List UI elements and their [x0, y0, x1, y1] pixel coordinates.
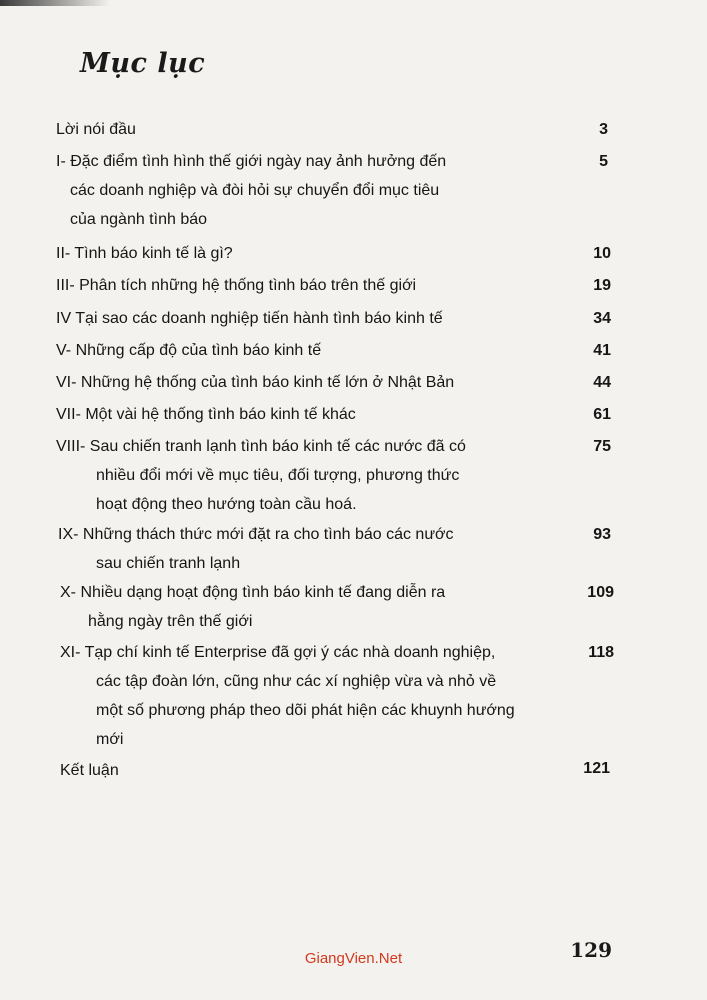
toc-entry-title: VIII- Sau chiến tranh lạnh tình báo kinh tế các nước đã có [56, 438, 466, 455]
toc-page-number: 19 [593, 277, 611, 294]
toc-entry-11[interactable] [60, 638, 515, 754]
toc-page-number: 93 [593, 526, 611, 543]
toc-entry-title: VII- Một vài hệ thống tình báo kinh tế khác [56, 406, 356, 423]
toc-entry-title-continued: các tập đoàn lớn, cũng như các xí nghiệp vừa và nhỏ về [96, 673, 497, 690]
toc-entry-title-continued: một số phương pháp theo dõi phát hiện các khuynh hướng [96, 702, 515, 719]
toc-entry-preface[interactable] [56, 115, 136, 144]
toc-entry-8[interactable] [56, 432, 466, 519]
toc-entry-1[interactable] [56, 147, 446, 234]
toc-page-number: 109 [587, 584, 614, 601]
toc-entry-title: Kết luận [60, 762, 119, 779]
toc-entry-title: IX- Những thách thức mới đặt ra cho tình báo các nước [58, 526, 454, 543]
toc-entry-title-continued: sau chiến tranh lạnh [96, 555, 241, 572]
toc-page-number: 61 [593, 406, 611, 423]
watermark-site-name: GiangVien.Net [304, 950, 403, 967]
toc-page-number: 121 [583, 760, 610, 777]
toc-entry-10[interactable] [60, 578, 445, 636]
toc-entry-title: III- Phân tích những hệ thống tình báo trên thế giới [56, 277, 417, 294]
toc-entry-6[interactable] [56, 368, 454, 397]
toc-entry-5[interactable] [56, 336, 321, 365]
toc-entry-4[interactable] [56, 304, 443, 333]
toc-entry-title-continued: hoạt động theo hướng toàn cầu hoá. [96, 496, 357, 513]
toc-page-number: 118 [588, 644, 614, 661]
toc-entry-7[interactable] [56, 400, 356, 429]
toc-entry-title: V- Những cấp độ của tình báo kinh tế [56, 342, 322, 359]
toc-page-number: 34 [593, 310, 611, 327]
page-number: 129 [570, 938, 612, 962]
toc-page-number: 41 [593, 342, 611, 359]
toc-page-number: 5 [599, 153, 608, 170]
toc-page-number: 3 [599, 121, 608, 138]
toc-entry-conclusion[interactable] [60, 756, 119, 785]
toc-entry-title-continued: các doanh nghiệp và đòi hỏi sự chuyển đổi mục tiêu [70, 182, 440, 199]
toc-entry-title: II- Tình báo kinh tế là gì? [56, 245, 233, 262]
toc-entry-2[interactable] [56, 239, 233, 268]
page-title: Mục lục [80, 48, 206, 79]
toc-entry-title: XI- Tạp chí kinh tế Enterprise đã gợi ý các nhà doanh nghiệp, [60, 644, 496, 661]
toc-entry-title: Lời nói đầu [56, 121, 136, 138]
toc-entry-9[interactable] [58, 520, 454, 578]
toc-entry-title-continued: hằng ngày trên thế giới [88, 613, 253, 630]
toc-entry-title: X- Nhiều dạng hoạt động tình báo kinh tế đang diễn ra [60, 584, 446, 601]
toc-entry-title: VI- Những hệ thống của tình báo kinh tế lớn ở Nhật Bản [56, 374, 455, 391]
toc-page-number: 44 [593, 374, 611, 391]
toc-entry-title-continued: nhiều đổi mới về mục tiêu, đối tượng, phương thức [96, 467, 460, 484]
toc-entry-title: I- Đặc điểm tình hình thế giới ngày nay ảnh hưởng đến [56, 153, 447, 170]
toc-entry-title-continued: của ngành tình báo [70, 211, 208, 228]
toc-page-number: 75 [593, 438, 611, 455]
toc-entry-3[interactable] [56, 271, 416, 300]
toc-entry-title: IV Tại sao các doanh nghiệp tiến hành tình báo kinh tế [56, 310, 443, 327]
toc-entry-title-continued: mới [96, 731, 124, 748]
toc-page-number: 10 [593, 245, 611, 262]
